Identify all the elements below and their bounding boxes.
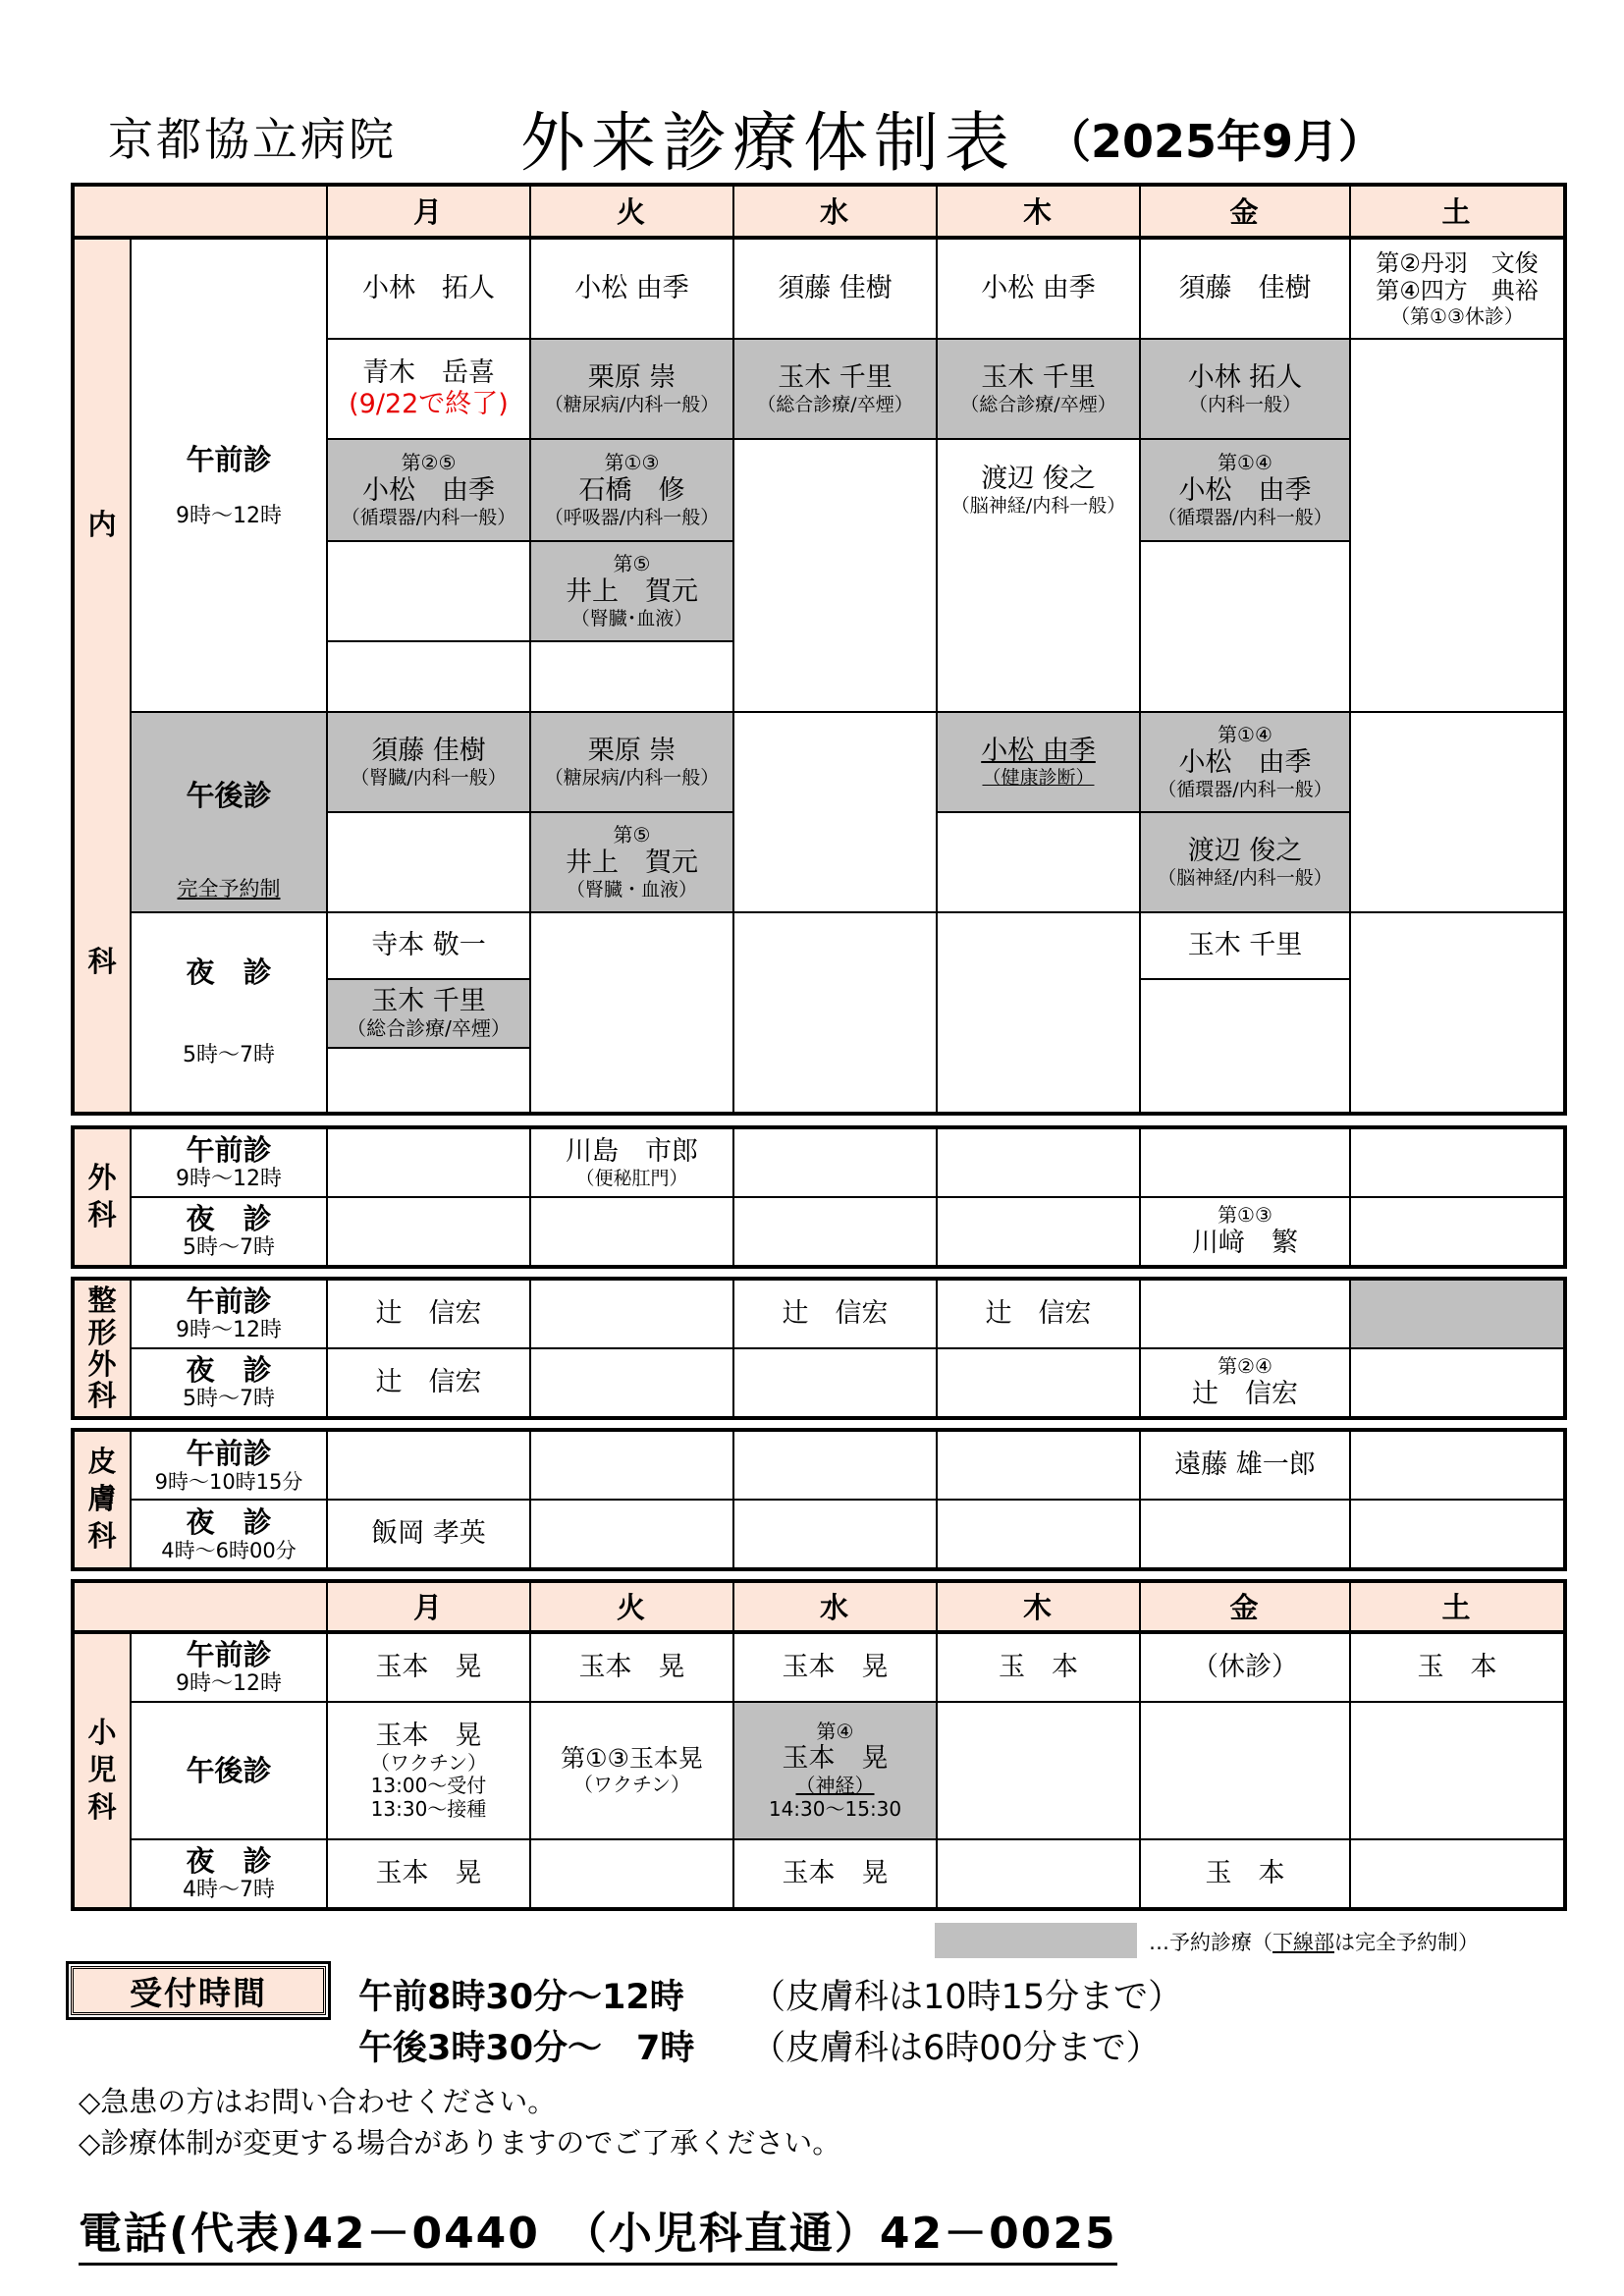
- ped-am-sat: 玉 本: [1417, 1652, 1497, 1683]
- ortho-am-wed: 辻 信宏: [782, 1298, 889, 1330]
- header-corner: [75, 187, 326, 238]
- ped-night-wed: 玉本 晃: [782, 1858, 889, 1889]
- im-am1-sat: 第②丹羽 文俊 第④四方 典裕 （第①③休診）: [1376, 248, 1539, 328]
- im-am3-thu: 渡辺 俊之 （脳神経/内科一般）: [950, 463, 1126, 517]
- header-corner: [75, 1583, 326, 1632]
- session-night: 夜 診 5時～7時: [183, 1352, 275, 1412]
- im-am3-mon: 第②⑤ 小松 由季 （循環器/内科一般）: [328, 440, 529, 540]
- day-header-fri: 金: [1139, 187, 1349, 238]
- im-am3-fri: 第①④ 小松 由季 （循環器/内科一般）: [1141, 440, 1349, 540]
- ped-night-fri: 玉 本: [1205, 1858, 1285, 1889]
- ped-am-wed: 玉本 晃: [782, 1652, 889, 1683]
- internal-medicine-block: [71, 183, 1567, 1116]
- reception-am-note: （皮膚科は10時15分まで）: [751, 1978, 1183, 2017]
- im-am2-tue: 栗原 崇 （糖尿病/内科一般）: [531, 340, 732, 438]
- session-night-time: 5時～7時: [183, 1043, 275, 1068]
- title-area: [108, 90, 1384, 181]
- derm-am-fri: 遠藤 雄一郎: [1174, 1449, 1316, 1481]
- dept-label-2: 科: [87, 945, 117, 979]
- im-pm2-tue: 第⑤ 井上 賀元 （腎臓・血液）: [531, 813, 732, 911]
- day-header-wed: 水: [732, 1583, 936, 1632]
- day-header-tue: 火: [529, 187, 732, 238]
- ped-am-thu: 玉 本: [999, 1652, 1078, 1683]
- im-am4-tue: 第⑤ 井上 賀元 （腎臓･血液）: [531, 542, 732, 640]
- hospital-name: 京都協立病院: [108, 113, 397, 166]
- dept-cell: 小 児 科: [75, 1634, 130, 1907]
- day-header-tue: 火: [529, 1583, 732, 1632]
- day-header-thu: 木: [936, 187, 1139, 238]
- ped-pm-tue: 第①③玉本晃 （ワクチン）: [561, 1744, 703, 1796]
- ped-am-tue: 玉本 晃: [578, 1652, 685, 1683]
- session-am: 午前診 9時～12時: [176, 442, 282, 529]
- legend-swatch: [935, 1923, 1137, 1958]
- day-header-wed: 水: [732, 187, 936, 238]
- im-night1-fri: 玉木 千里: [1187, 930, 1303, 961]
- derm-night-mon: 飯岡 孝英: [371, 1518, 486, 1550]
- session-am: 午前診 9時～12時: [176, 1132, 282, 1192]
- schedule-month: （2025年9月）: [1046, 115, 1384, 168]
- ped-pm-mon: 玉本 晃 （ワクチン） 13:00～受付 13:30～接種: [370, 1720, 487, 1821]
- im-am1-tue: 小松 由季: [574, 273, 689, 304]
- im-night2-mon: 玉木 千里 （総合診療/卒煙）: [328, 980, 529, 1047]
- dermatology-block: [71, 1428, 1567, 1571]
- im-am1-mon: 小林 拓人: [362, 273, 495, 304]
- im-pm1-tue: 栗原 崇 （糖尿病/内科一般）: [531, 713, 732, 811]
- session-pm: 午後診: [186, 1753, 272, 1787]
- ortho-night-mon: 辻 信宏: [375, 1367, 482, 1398]
- surgery-am-tue: 川島 市郎 （便秘肛門）: [566, 1135, 698, 1189]
- im-am3-tue: 第①③ 石橋 修 （呼吸器/内科一般）: [531, 440, 732, 540]
- im-am1-wed: 須藤 佳樹: [778, 273, 893, 304]
- dept-label-1: 内: [87, 508, 117, 542]
- page-title: 外来診療体制表: [520, 105, 1015, 181]
- note-schedule-change: ◇診療体制が変更する場合がありますのでご了承ください。: [79, 2126, 841, 2159]
- im-am1-thu: 小松 由季: [981, 273, 1096, 304]
- ped-am-fri: （休診）: [1192, 1652, 1298, 1683]
- ortho-am-mon: 辻 信宏: [375, 1298, 482, 1330]
- ped-am-mon: 玉本 晃: [375, 1652, 482, 1683]
- day-header-mon: 月: [326, 1583, 529, 1632]
- day-header-fri: 金: [1139, 1583, 1349, 1632]
- reception-pm-note: （皮膚科は6時00分まで）: [751, 2029, 1161, 2068]
- day-header-sat: 土: [1349, 1583, 1563, 1632]
- reception-label: 受付時間: [71, 1966, 326, 2015]
- session-night: 夜 診 4時～6時00分: [161, 1504, 297, 1562]
- session-am: 午前診 9時～10時15分: [154, 1436, 303, 1494]
- im-am2-mon: 青木 岳喜 (9/22で終了): [349, 357, 509, 419]
- im-am2-thu: 玉木 千里 （総合診療/卒煙）: [938, 340, 1139, 438]
- dept-cell: 整 形 外 科: [75, 1281, 130, 1416]
- ortho-night-fri: 第②④ 辻 信宏: [1192, 1354, 1298, 1409]
- session-am: 午前診 9時～12時: [176, 1637, 282, 1697]
- session-pm-note: 完全予約制: [177, 876, 281, 901]
- orthopedics-block: [71, 1277, 1567, 1420]
- im-pm1-fri: 第①④ 小松 由季 （循環器/内科一般）: [1141, 713, 1349, 811]
- pediatrics-block: [71, 1579, 1567, 1911]
- session-pm-label: 午後診: [186, 778, 272, 812]
- session-night-label: 夜 診: [186, 955, 272, 989]
- legend-text: …予約診療（下線部は完全予約制）: [1149, 1931, 1479, 1954]
- session-night: 夜 診 5時～7時: [183, 1201, 275, 1261]
- im-pm1-thu: 小松 由季 （健康診断）: [938, 713, 1139, 811]
- im-am2-fri: 小林 拓人 （内科一般）: [1141, 340, 1349, 438]
- im-pm1-mon: 須藤 佳樹 （腎臓/内科一般）: [328, 713, 529, 811]
- surgery-night-fri: 第①③ 川﨑 繁: [1192, 1203, 1298, 1258]
- day-header-sat: 土: [1349, 187, 1563, 238]
- day-header-thu: 木: [936, 1583, 1139, 1632]
- session-am: 午前診 9時～12時: [176, 1284, 282, 1343]
- ped-night-mon: 玉本 晃: [375, 1858, 482, 1889]
- ortho-am-thu: 辻 信宏: [985, 1298, 1092, 1330]
- phone-numbers: 電話(代表)42－0440 （小児科直通）42－0025: [79, 2198, 1117, 2266]
- im-am2-wed: 玉木 千里 （総合診療/卒煙）: [734, 340, 936, 438]
- im-am1-fri: 須藤 佳樹: [1178, 273, 1312, 304]
- surgery-block: [71, 1125, 1567, 1269]
- ortho-am-sat: [1351, 1281, 1563, 1347]
- im-night1-mon: 寺本 敬一: [371, 930, 486, 961]
- reception-pm-hours: 午後3時30分～ 7時: [358, 2029, 695, 2068]
- note-emergency: ◇急患の方はお問い合わせください。: [79, 2085, 557, 2118]
- session-night: 夜 診 4時～7時: [183, 1843, 275, 1903]
- day-header-mon: 月: [326, 187, 529, 238]
- dept-cell: 皮 膚 科: [75, 1432, 130, 1567]
- ped-pm-wed: 第④ 玉本 晃 （神経） 14:30～15:30: [734, 1703, 936, 1838]
- im-pm2-fri: 渡辺 俊之 （脳神経/内科一般）: [1141, 813, 1349, 911]
- dept-cell: 外 科: [75, 1129, 130, 1265]
- reception-am-hours: 午前8時30分～12時: [358, 1978, 684, 2017]
